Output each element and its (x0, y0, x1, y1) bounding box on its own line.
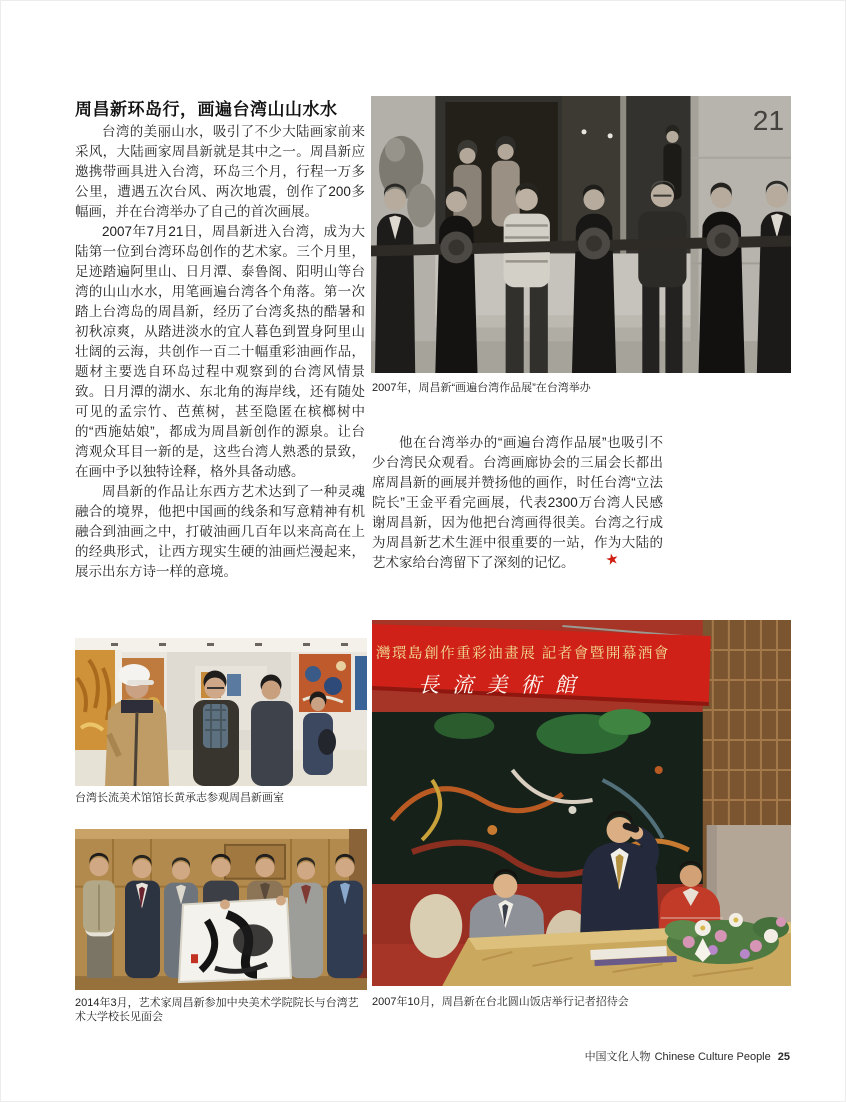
photo-gallery-visit (75, 638, 367, 786)
meeting-group-illustration (75, 829, 367, 990)
photo-meeting-group (75, 829, 367, 990)
paragraph (372, 433, 663, 573)
paragraph: 周昌新的作品让东西方艺术达到了一种灵魂融合的境界，他把中国画的线条和写意精神有机融合到油画之中，打破油画几百年以来高高在上的经典形式，让西方现实生硬的油画烂漫起来，展示出东方诗一样的意境。 (75, 484, 365, 579)
article-left-column (75, 122, 365, 582)
page-footer (585, 1048, 790, 1064)
caption-gallery-visit: 台湾长流美术馆馆长黄承志参观周昌新画室 (75, 792, 284, 804)
banner-venue-text: 長流美術館 (418, 674, 589, 697)
banner-title-text: 灣環島創作重彩油畫展 記者會暨開幕酒會 (376, 646, 670, 662)
article-title: 周昌新环岛行，画遍台湾山山水水 (75, 100, 338, 120)
building-number: 21 (752, 104, 785, 136)
caption-press-conference: 2007年10月，周昌新在台北圆山饭店举行记者招待会 (372, 996, 629, 1008)
ribbon-cutting-illustration (371, 96, 791, 373)
press-conference-illustration (372, 620, 791, 986)
caption-ribbon-cutting: 2007年，周昌新“画遍台湾作品展”在台湾举办 (372, 382, 591, 394)
chair (410, 894, 462, 958)
paragraph: 台湾的美丽山水，吸引了不少大陆画家前来采风，大陆画家周昌新就是其中之一。周昌新应邀携带画具进入台湾，环岛三个月，行程一万多公里，遭遇五次台风、两次地震，创作了200多幅画，并在台湾举办了自己的首次画展。 (75, 124, 365, 219)
paintings-right-wall (299, 654, 367, 712)
magazine-name-en: Chinese Culture People (654, 1051, 771, 1063)
photo-ribbon-cutting (371, 96, 791, 373)
end-star-icon: ★ (603, 549, 621, 570)
photo-press-conference (372, 620, 791, 986)
gallery-visit-illustration (75, 638, 367, 786)
ink-painting (179, 896, 291, 982)
page-number: 25 (777, 1051, 790, 1063)
paragraph: 2007年7月21日，周昌新进入台湾，成为大陆第一位到台湾环岛创作的艺术家。三个月里，足迹踏遍阿里山、日月潭、泰鲁阁、阳明山等台湾的山山水水，用笔画遍台湾各个角落。第一次踏上台湾岛的周昌新，经历了台湾炙热的酷暑和初秋凉爽，从踏进淡水的宜人暮色到置身阿里山壮阔的云海，共创作一百二十幅重彩油画作品，题材主要选自环岛过程中观察到的台湾风情景致。日月潭的湖水、东北角的海岸线，还有随处可见的孟宗竹、芭蕉树，甚至隐匿在槟榔树中的“西施姑娘”，都成为周昌新创作的源泉。让台湾观众耳目一新的是，这些台湾人熟悉的景致，在画中予以独特诠释，格外具备动感。 (75, 224, 365, 479)
magazine-name-cn: 中国文化人物 (584, 1051, 651, 1063)
paragraph-text: 他在台湾举办的“画遍台湾作品展”也吸引不少台湾民众观看。台湾画廊协会的三届会长都出席周昌新的画展并赞扬他的画作，时任台湾“立法院长”王金平看完画展，代表2300万台湾人民感谢周昌新，因为他把台湾画得很美。台湾之行成为周昌新艺术生涯中很重要的一站，作为大陆的艺术家给台湾留下了深刻的记忆。 (372, 435, 663, 570)
article-right-column (372, 433, 663, 573)
caption-meeting-group: 2014年3月，艺术家周昌新参加中央美术学院院长与台湾艺术大学校长见面会 (75, 997, 359, 1023)
